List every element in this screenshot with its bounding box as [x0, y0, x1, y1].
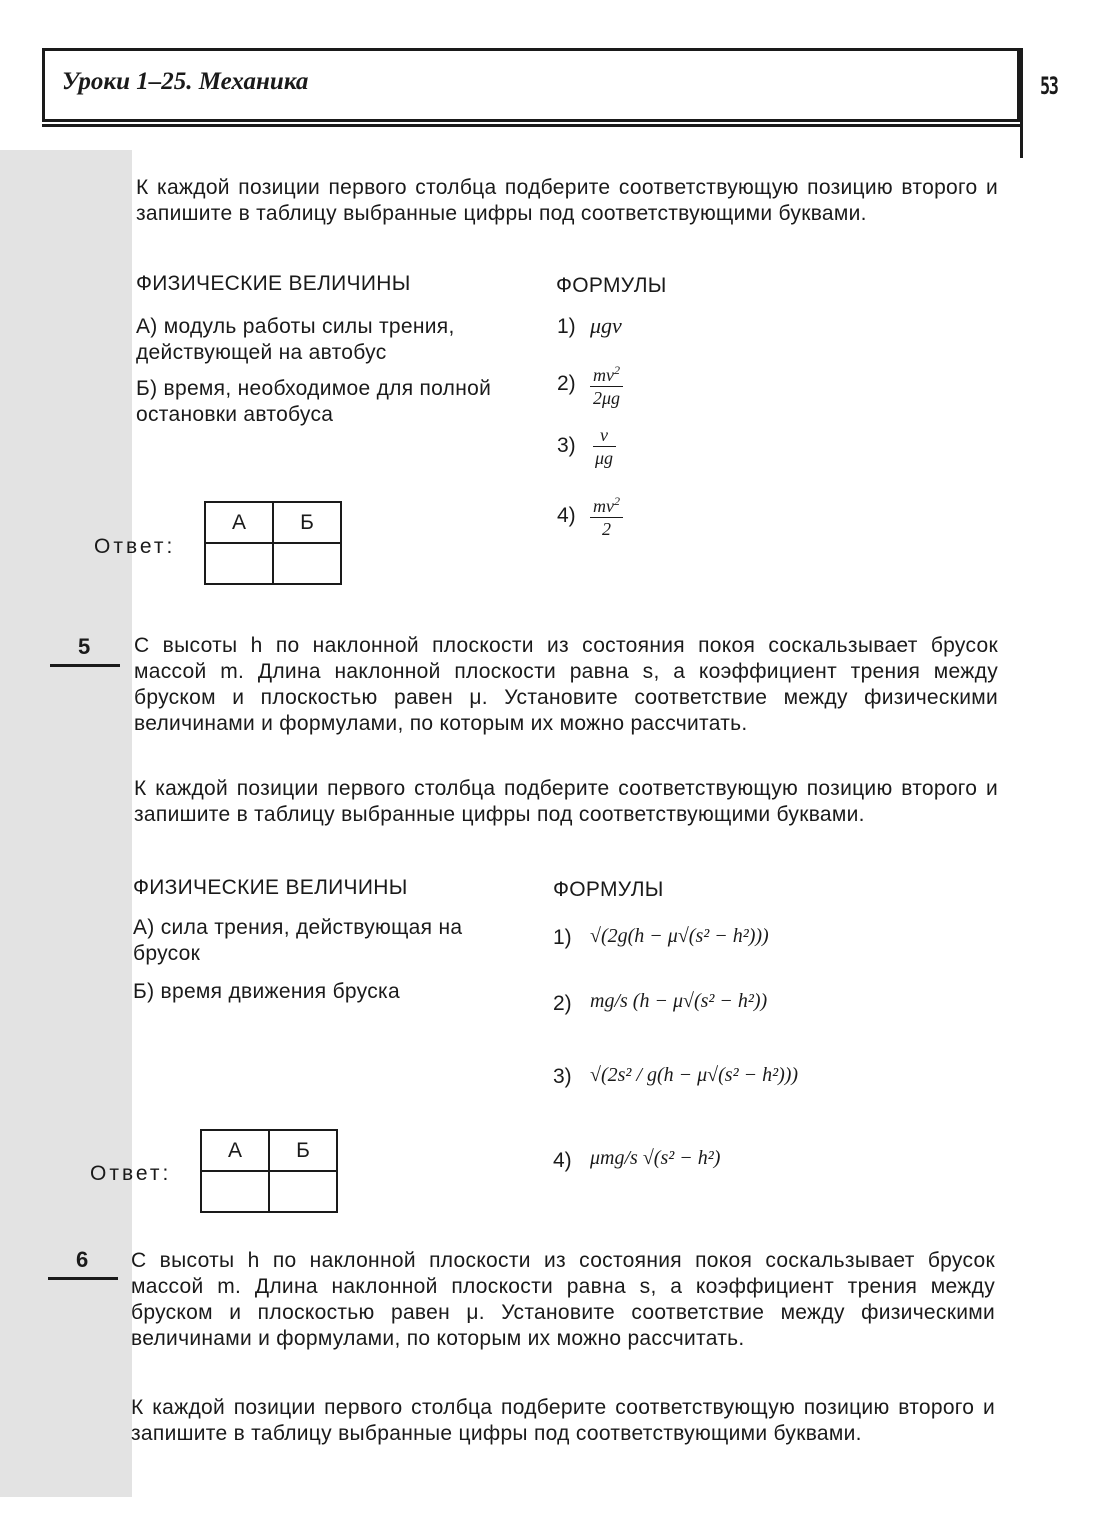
answer-cell-b[interactable]: [273, 543, 341, 584]
page-number: 53: [1040, 72, 1058, 100]
answer-header-a: А: [205, 502, 273, 543]
intro-answer-label: Ответ:: [94, 535, 176, 558]
answer-cell-a[interactable]: [205, 543, 273, 584]
intro-formula-2: $\frac{mv^2}{2\mu g}$: [590, 359, 623, 409]
answer-cell-b[interactable]: [269, 1171, 337, 1212]
intro-formula-1: μgv: [590, 313, 622, 338]
task5-formula-1-number: 1): [553, 926, 572, 949]
task6-instruction: К каждой позиции первого столбца подберите соответствующую позицию второго и запишите в таблицу выбранные цифры под соответствующими буквами.: [131, 1396, 995, 1445]
task5-answer-label: Ответ:: [90, 1162, 172, 1185]
task5-formula-1: √(2g(h − μ√(s² − h²))): [590, 925, 769, 947]
intro-formula-2-number: 2): [557, 372, 576, 395]
intro-answer-table: [204, 501, 342, 585]
task5-formula-2-number: 2): [553, 992, 572, 1015]
task5-col1-heading: ФИЗИЧЕСКИЕ ВЕЛИЧИНЫ: [133, 876, 408, 899]
task5-formula-4: μmg/s √(s² − h²): [590, 1147, 721, 1169]
left-margin-shading: [0, 150, 132, 1497]
header-underline: [42, 124, 1023, 127]
task5-instruction: К каждой позиции первого столбца подберите соответствующую позицию второго и запишите в таблицу выбранные цифры под соответствующими буквами.: [134, 777, 998, 826]
task5-col2-heading: ФОРМУЛЫ: [553, 878, 664, 901]
task6-number-rule: [48, 1277, 118, 1280]
answer-header-b: Б: [273, 502, 341, 543]
task5-formula-2: mg/s (h − μ√(s² − h²)): [590, 990, 768, 1012]
task5-formula-3: √(2s² / g(h − μ√(s² − h²))): [590, 1064, 799, 1086]
task6-number: 6: [76, 1247, 89, 1272]
header-right-rule: [1020, 48, 1023, 158]
task5-formula-3-number: 3): [553, 1065, 572, 1088]
intro-formula-3-number: 3): [557, 434, 576, 457]
intro-item-b: Б) время, необходимое для полной остановки автобуса: [136, 377, 492, 426]
intro-formula-4: $\frac{mv^2}{2}$: [590, 490, 623, 540]
intro-formula-4-number: 4): [557, 504, 576, 527]
answer-header-b: Б: [269, 1130, 337, 1171]
intro-formula-3: $\frac{v}{\mu g}$: [592, 424, 616, 469]
intro-col2-heading: ФОРМУЛЫ: [556, 274, 667, 297]
task6-statement: С высоты h по наклонной плоскости из состояния покоя соскальзывает брусок массой m. Длина наклонной плоскости равна s, а коэффициент трения между бруском и плоскостью равен μ. Установите соответствие между физическими величинами и формулами, по которым их можно рассчитать.: [131, 1249, 995, 1350]
intro-instruction: К каждой позиции первого столбца подберите соответствующую позицию второго и запишите в таблицу выбранные цифры под соответствующими буквами.: [136, 176, 998, 225]
intro-formula-1-number: 1): [557, 315, 576, 338]
answer-header-a: А: [201, 1130, 269, 1171]
task5-item-a: А) сила трения, действующая на брусок: [133, 916, 463, 965]
page-header-title: Уроки 1–25. Механика: [62, 68, 309, 95]
intro-col1-heading: ФИЗИЧЕСКИЕ ВЕЛИЧИНЫ: [136, 272, 411, 295]
task5-answer-table: [200, 1129, 338, 1213]
answer-cell-a[interactable]: [201, 1171, 269, 1212]
intro-item-a: А) модуль работы силы трения, действующей на автобус: [136, 315, 455, 364]
task5-number-rule: [50, 664, 120, 667]
task5-number: 5: [78, 634, 91, 659]
task5-formula-4-number: 4): [553, 1149, 572, 1172]
task5-statement: С высоты h по наклонной плоскости из состояния покоя соскальзывает брусок массой m. Длина наклонной плоскости равна s, а коэффициент трения между бруском и плоскостью равен μ. Установите соответствие между физическими величинами и формулами, по которым их можно рассчитать.: [134, 634, 998, 735]
task5-item-b: Б) время движения бруска: [133, 980, 400, 1003]
